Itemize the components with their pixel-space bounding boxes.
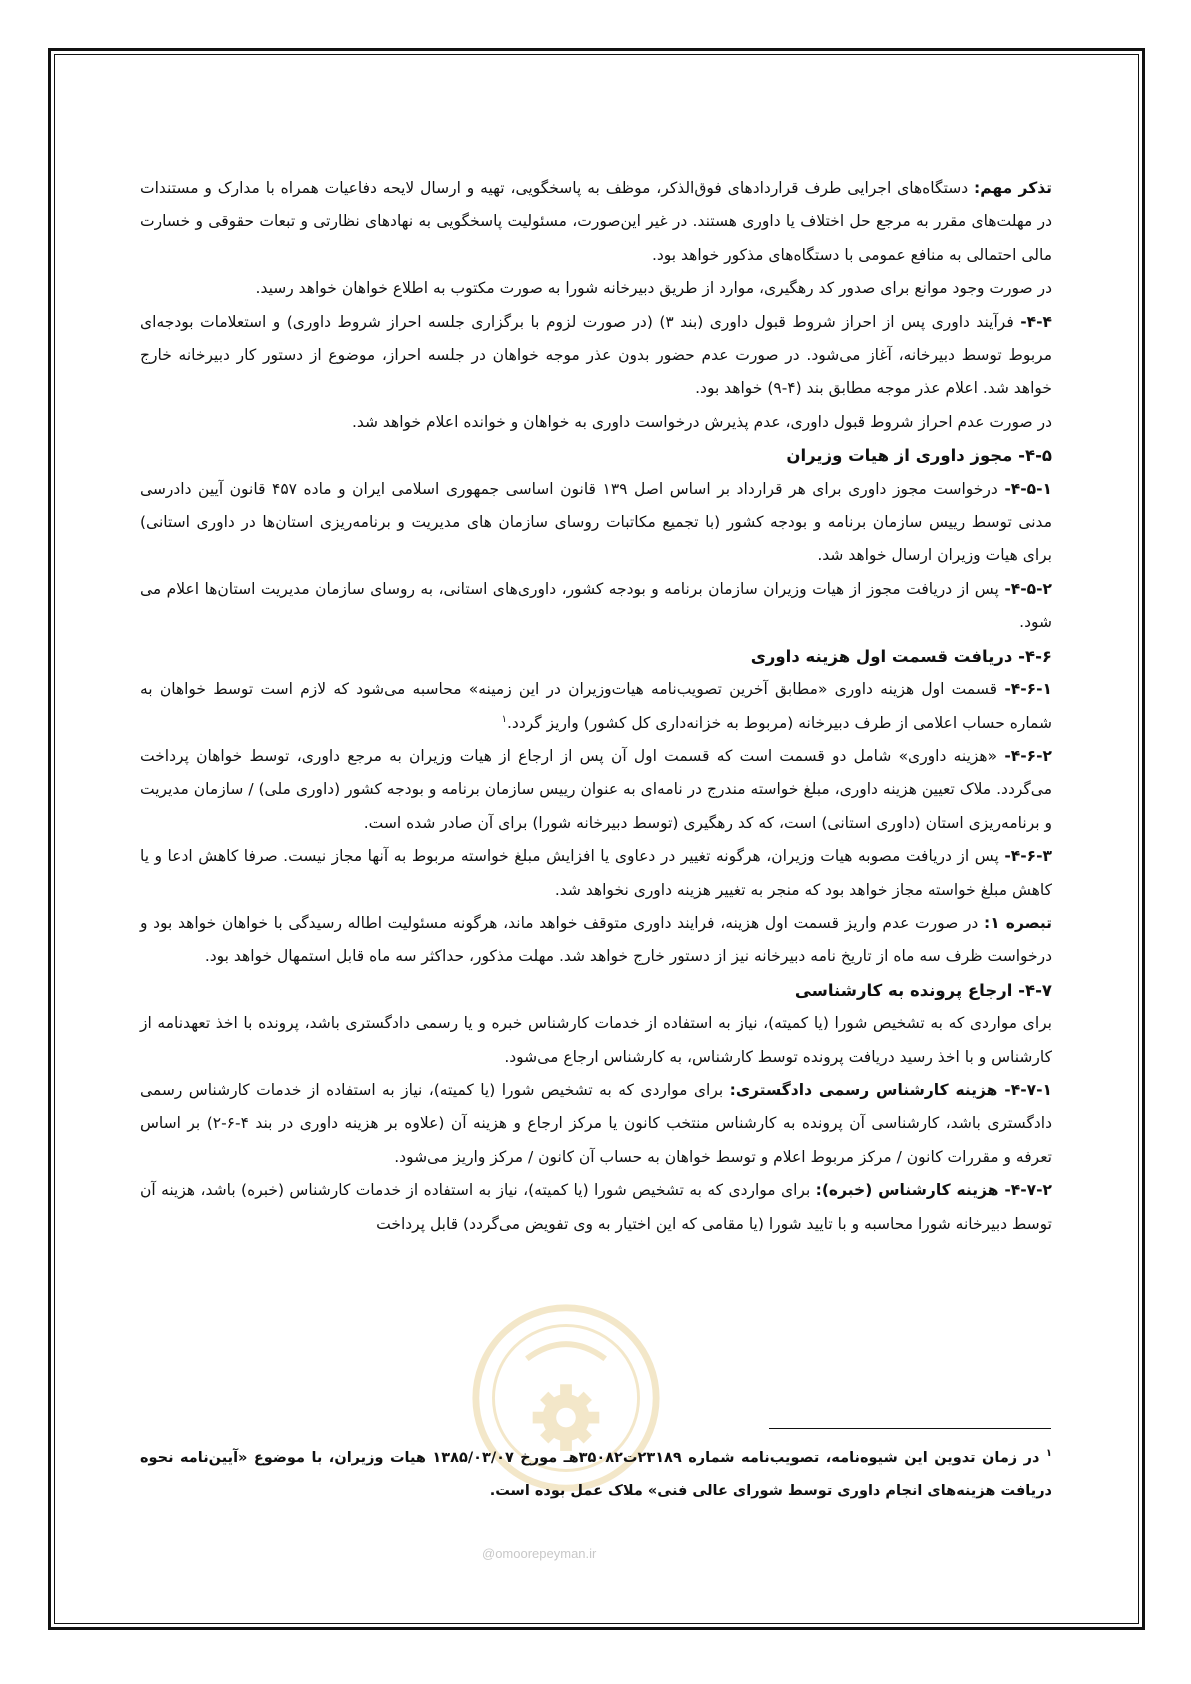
- clause-number: ۴-۴-: [1020, 312, 1052, 331]
- paragraph-text: فرآیند داوری پس از احراز شروط قبول داوری (بند ۳) (در صورت لزوم با برگزاری جلسه احراز شروط داوری) و استعلامات بودجه‌ای مربوط توسط دبیرخانه، آغاز می‌شود. در صورت عدم حضور بدون عذر موجه خواهان در جلسه احراز، موضوع از دستور کار دبیرخانه خارج خواهد شد. اعلام عذر موجه مطابق بند (۴-۹) خواهد بود.: [140, 312, 1052, 398]
- clause-number: تبصره ۱:: [984, 913, 1053, 932]
- clause-number: ۴-۷-۲- هزینه کارشناس (خبره):: [815, 1181, 1052, 1200]
- clause-number: ۴-۷-۱- هزینه کارشناس رسمی دادگستری:: [729, 1080, 1052, 1099]
- paragraph-text: در صورت عدم احراز شروط قبول داوری، عدم پذیرش درخواست داوری به خواهان و خوانده اعلام خواهد شد.: [351, 412, 1052, 431]
- paragraph: [140, 740, 1052, 840]
- clause-number: ۴-۶-۳-: [1004, 847, 1052, 866]
- clause-number: ۴-۵-۱-: [1004, 479, 1052, 498]
- footnote-separator: [769, 1428, 1051, 1429]
- document-body: [140, 172, 1052, 1241]
- paragraph-text: در صورت وجود موانع برای صدور کد رهگیری، موارد از طریق دبیرخانه شورا به صورت مکتوب به اطلاع خواهان خواهد رسید.: [255, 279, 1052, 298]
- clause-number: تذکر مهم:: [974, 179, 1052, 197]
- paragraph-text: برای مواردی که به تشخیص شورا (یا کمیته)، نیاز به استفاده از خدمات کارشناس خبره و یا رسمی دادگستری باشد، پرونده با اخذ تعهدنامه از کارشناس و با اخذ رسید دریافت پرونده توسط کارشناس، به کارشناس ارجاع می‌شود.: [140, 1014, 1052, 1066]
- section-heading: ۴-۶- دریافت قسمت اول هزینه داوری: [750, 646, 1052, 666]
- footnote: [140, 1442, 1052, 1508]
- paragraph: [140, 473, 1052, 573]
- section-heading: ۴-۷- ارجاع پرونده به کارشناسی: [794, 980, 1052, 1000]
- paragraph: [140, 573, 1052, 640]
- paragraph-text: قسمت اول هزینه داوری «مطابق آخرین تصویب‌نامه هیات‌وزیران در این زمینه» محاسبه می‌شود که لازم است توسط خواهان به شماره حساب اعلامی از طرف دبیرخانه (مربوط به خزانه‌داری کل کشور) واریز گردد.: [140, 680, 1052, 732]
- paragraph: [140, 673, 1052, 740]
- paragraph-text: برای مواردی که به تشخیص شورا (یا کمیته)، نیاز به استفاده از خدمات کارشناس (خبره) باشد، هزینه آن توسط دبیرخانه شورا محاسبه و با تایید شورا (یا مقامی که این اختیار به وی تفویض می‌گردد) قابل پرداخت: [140, 1181, 1052, 1233]
- clause-number: ۴-۶-۲-: [1004, 746, 1052, 765]
- paragraph-text: درخواست مجوز داوری برای هر قرارداد بر اساس اصل ۱۳۹ قانون اساسی جمهوری اسلامی ایران و ماده ۴۵۷ قانون آیین دادرسی مدنی توسط رییس سازمان برنامه و بودجه کشور (با تجمیع مکاتبات روسای سازمان های مدیریت و برنامه‌ریزی استان‌ها در داوری استانی) برای هیات وزیران ارسال خواهد شد.: [140, 479, 1052, 565]
- paragraph: [140, 406, 1052, 439]
- watermark-text: @omoorepeyman.ir: [482, 1546, 597, 1561]
- footnote-marker: ۱: [1045, 1448, 1052, 1460]
- paragraph-text: پس از دریافت مجوز از هیات وزیران سازمان برنامه و بودجه کشور، داوری‌های استانی، به روسای سازمان مدیریت استان‌ها اعلام می شود.: [140, 579, 1052, 632]
- paragraph: [140, 840, 1052, 907]
- paragraph-text: «هزینه داوری» شامل دو قسمت است که قسمت اول آن پس از ارجاع از هیات وزیران به مرجع داوری، توسط خواهان پرداخت می‌گردد. ملاک تعیین هزینه داوری، مبلغ خواسته مندرج در نامه‌ای به عنوان رییس سازمان برنامه و بودجه کشور (داوری ملی) / سازمان مدیریت و برنامه‌ریزی استان (داوری استانی) است، که کد رهگیری (توسط دبیرخانه شورا) برای آن صادر شده است.: [140, 746, 1052, 832]
- paragraph-text: برای مواردی که به تشخیص شورا (یا کمیته)، نیاز به استفاده از خدمات کارشناس رسمی دادگستری باشد، کارشناسی آن پرونده به کارشناس منتخب کانون یا مرکز ارجاع و هزینه آن (علاوه بر هزینه داوری در بند ۴-۶-۲) بر اساس تعرفه و مقررات کانون / مرکز مربوط اعلام و توسط خواهان به حساب آن کانون / مرکز واریز می‌شود.: [140, 1080, 1052, 1166]
- section-heading: ۴-۵- مجوز داوری از هیات وزیران: [786, 446, 1052, 466]
- paragraph: [140, 272, 1052, 305]
- paragraph: [140, 306, 1052, 406]
- clause-number: ۴-۶-۱-: [1004, 680, 1052, 699]
- paragraph-text: در صورت عدم واریز قسمت اول هزینه، فرایند داوری متوقف خواهد ماند، هرگونه مسئولیت اطاله رسیدگی با خواهان خواهد بود و درخواست ظرف سه ماه از تاریخ نامه دبیرخانه نیز از دستور خارج خواهد شد. مهلت مذکور، حداکثر سه ماه قابل استمهال خواهد بود.: [140, 913, 1052, 966]
- clause-number: ۴-۵-۲-: [1004, 579, 1052, 598]
- footnote-reference: ۱: [501, 713, 507, 725]
- paragraph: [140, 172, 1052, 272]
- paragraph: [140, 1074, 1052, 1174]
- footnote-text: در زمان تدوین این شیوه‌نامه، تصویب‌نامه شماره ۲۳۱۸۹ت۳۵۰۸۲هـ مورخ ۱۳۸۵/۰۳/۰۷ هیات وزیران، با موضوع «آیین‌نامه نحوه دریافت هزینه‌های انجام داوری توسط شورای عالی فنی» ملاک عمل بوده است.: [140, 1450, 1052, 1499]
- paragraph-text: دستگاه‌های اجرایی طرف قراردادهای فوق‌الذکر، موظف به پاسخگویی، تهیه و ارسال لایحه دفاعیات همراه با مدارک و مستندات در مهلت‌های مقرر به مرجع حل اختلاف یا داوری هستند. در غیر این‌صورت، مسئولیت پاسخگویی به نهادهای نظارتی و تبعات حقوقی و خسارت مالی احتمالی به منافع عمومی با دستگاه‌های مذکور خواهد بود.: [140, 179, 1052, 264]
- paragraph-text: پس از دریافت مصوبه هیات وزیران، هرگونه تغییر در دعاوی یا افزایش مبلغ خواسته مربوط به آنها مجاز نیست. صرفا کاهش ادعا و یا کاهش مبلغ خواسته مجاز خواهد بود که منجر به تغییر هزینه داوری نخواهد شد.: [140, 847, 1052, 899]
- paragraph: [140, 907, 1052, 974]
- paragraph: [140, 1174, 1052, 1241]
- paragraph: [140, 1007, 1052, 1074]
